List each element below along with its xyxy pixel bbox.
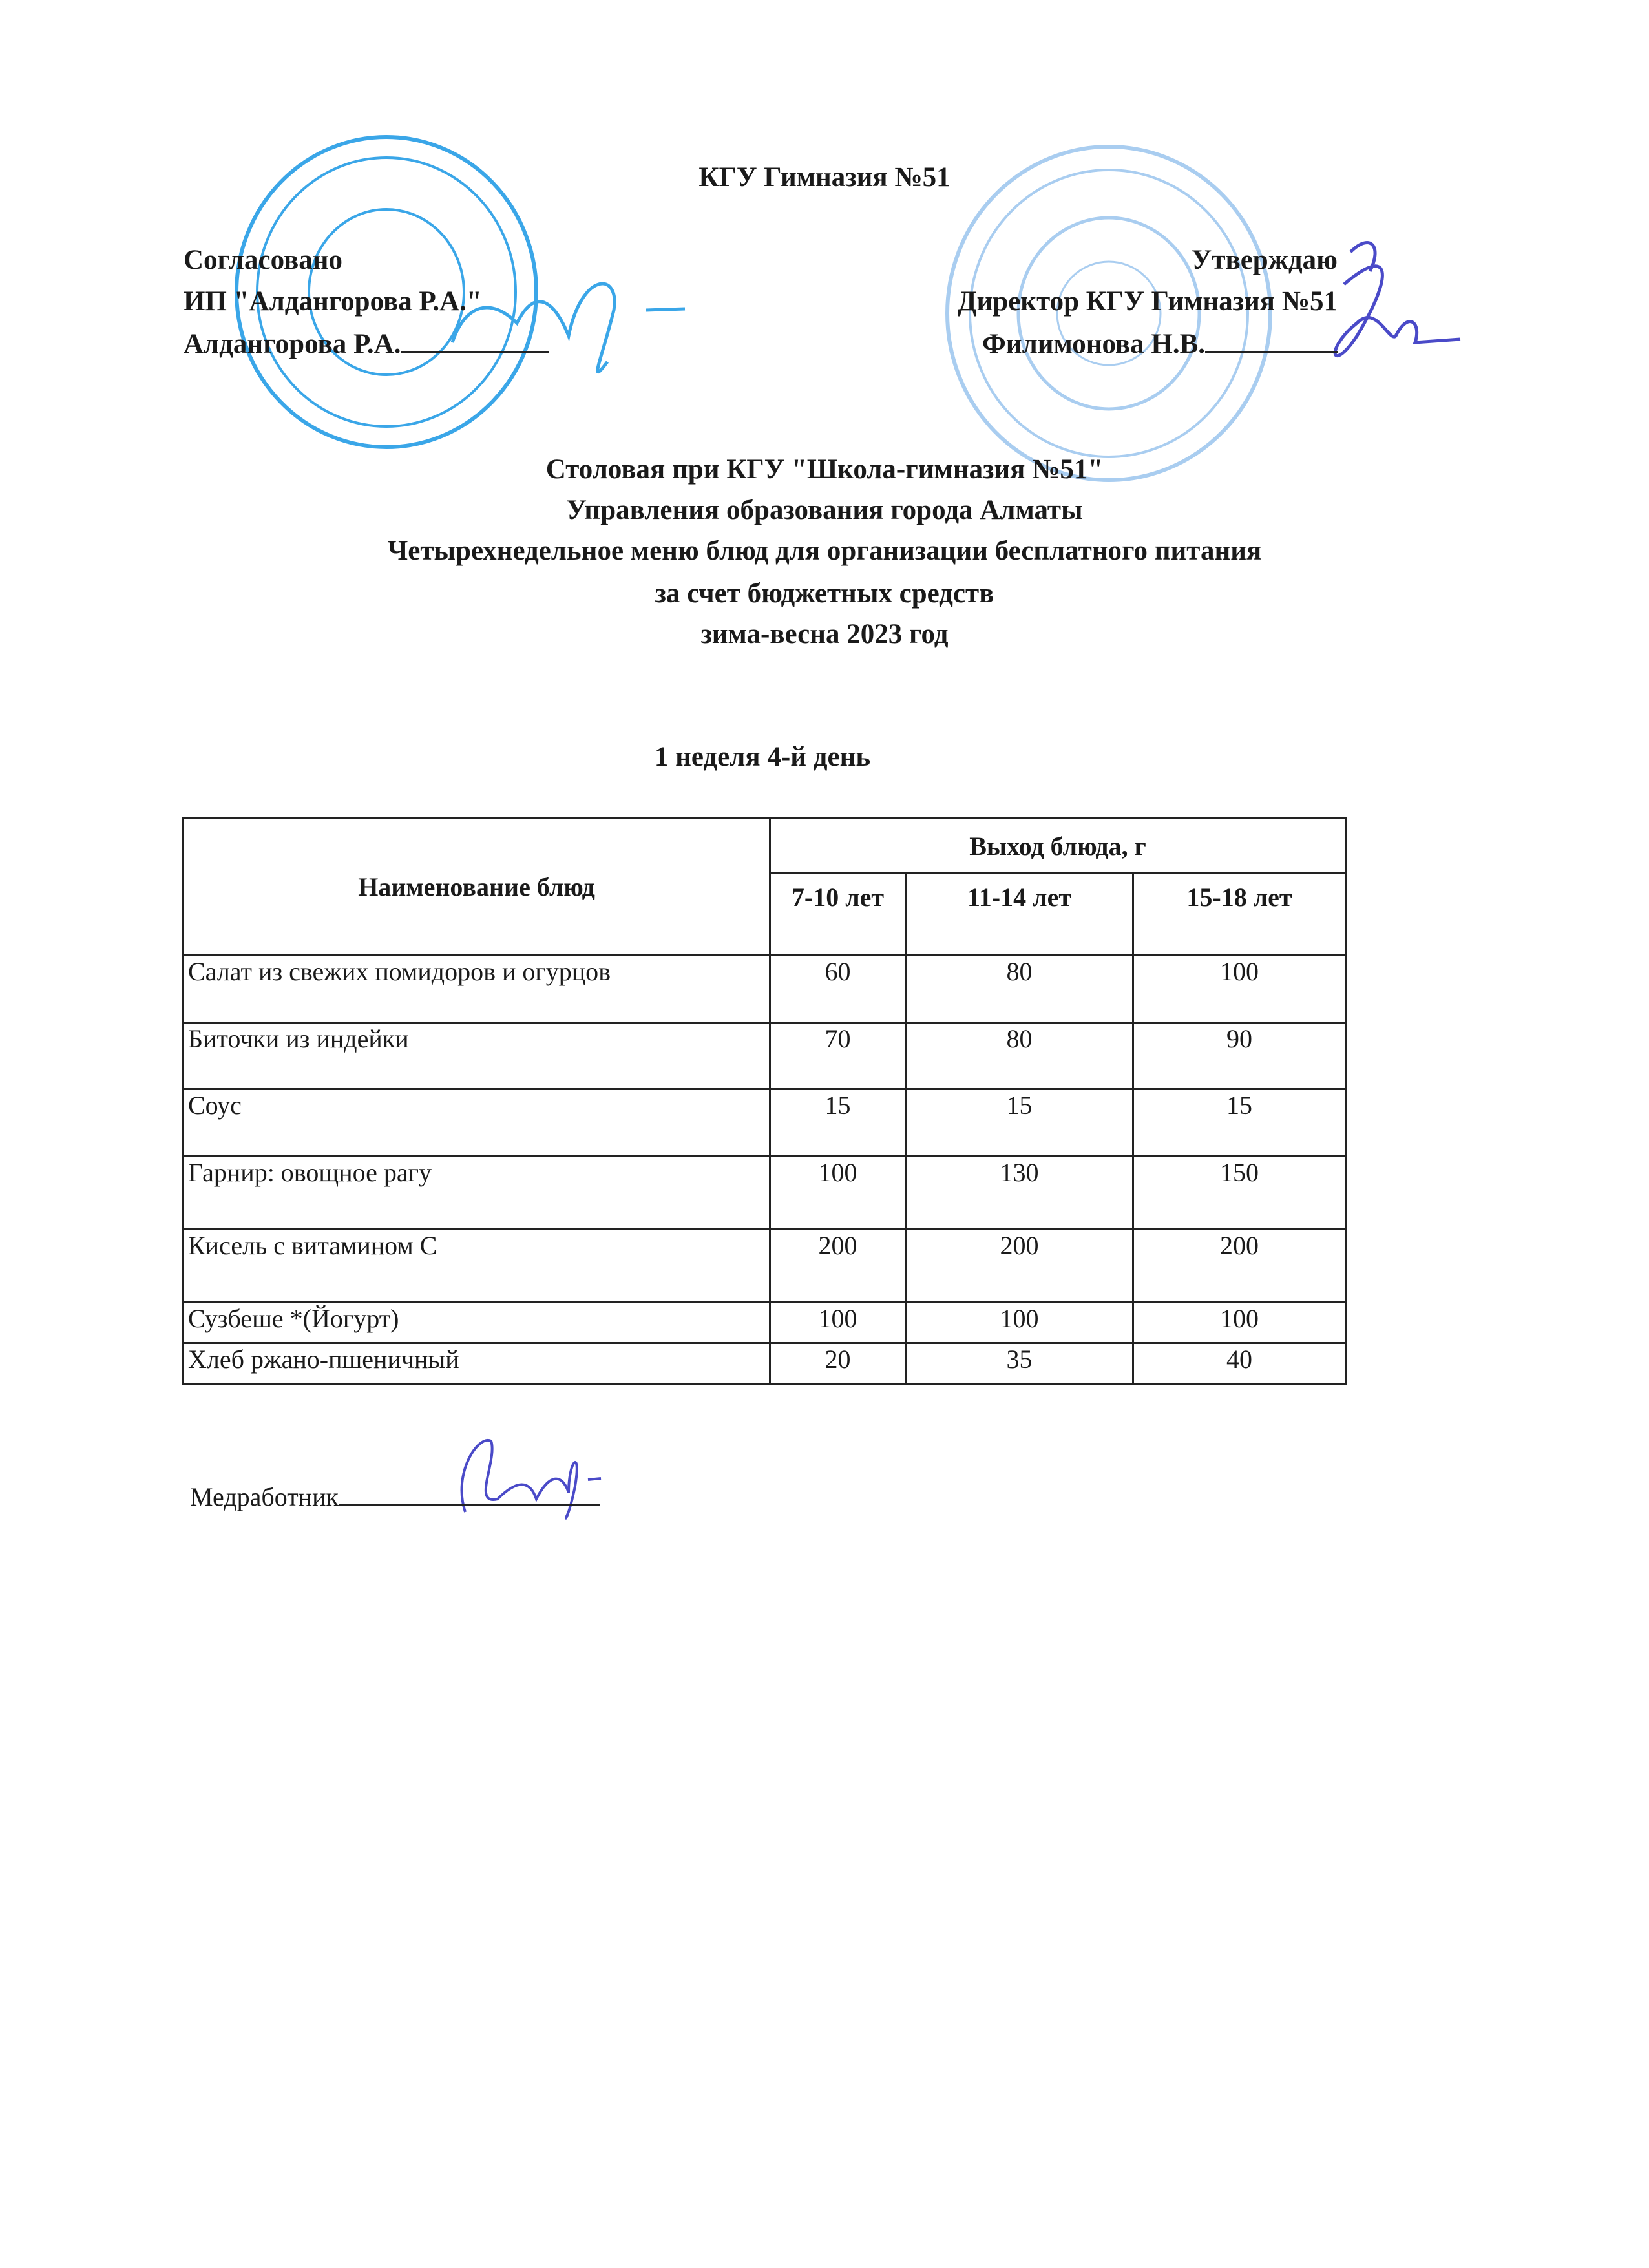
table-row (184, 1089, 1346, 1157)
agreed-signer (184, 328, 549, 361)
yield-value: 100 (906, 1303, 1133, 1343)
yield-value: 15 (906, 1089, 1133, 1157)
dish-name: Кисель с витамином С (184, 1230, 770, 1303)
table-row (184, 1230, 1346, 1303)
col-header-yield: Выход блюда, г (770, 819, 1346, 874)
yield-value: 90 (1133, 1023, 1346, 1089)
title-line-1: Столовая при КГУ "Школа-гимназия №51" (545, 454, 1104, 485)
agreed-signer-name: Алдангорова Р.А. (184, 329, 401, 359)
org-title: КГУ Гимназия №51 (698, 162, 951, 193)
medic-signoff (190, 1478, 600, 1512)
day-label: 1 неделя 4-й день (654, 742, 871, 772)
col-header-age: 11-14 лет (906, 874, 1133, 956)
col-header-age: 7-10 лет (770, 874, 906, 956)
yield-value: 80 (906, 1023, 1133, 1089)
dish-name: Сузбеше *(Йогурт) (184, 1303, 770, 1343)
yield-value: 200 (770, 1230, 906, 1303)
yield-value: 70 (770, 1023, 906, 1089)
yield-value: 200 (1133, 1230, 1346, 1303)
table-row (184, 1023, 1346, 1089)
dish-name: Салат из свежих помидоров и огурцов (184, 956, 770, 1023)
yield-value: 15 (1133, 1089, 1346, 1157)
table-row (184, 1157, 1346, 1230)
dish-name: Соус (184, 1089, 770, 1157)
signature-line (339, 1478, 600, 1506)
yield-value: 20 (770, 1343, 906, 1385)
title-line-5: зима-весна 2023 год (700, 619, 949, 649)
dish-name: Биточки из индейки (184, 1023, 770, 1089)
signature-line (1205, 351, 1338, 353)
yield-value: 200 (906, 1230, 1133, 1303)
title-line-2: Управления образования города Алматы (566, 495, 1083, 525)
col-header-age: 15-18 лет (1133, 874, 1346, 956)
signature-line (401, 351, 549, 353)
col-header-name: Наименование блюд (184, 819, 770, 956)
yield-value: 100 (1133, 956, 1346, 1023)
title-line-4: за счет бюджетных средств (655, 578, 994, 609)
right-signature (1335, 243, 1460, 356)
yield-value: 100 (770, 1157, 906, 1230)
table-row (184, 1343, 1346, 1385)
approve-signer (982, 328, 1338, 361)
yield-value: 100 (1133, 1303, 1346, 1343)
yield-value: 15 (770, 1089, 906, 1157)
approve-signer-name: Филимонова Н.В. (982, 329, 1205, 359)
yield-value: 60 (770, 956, 906, 1023)
title-line-3: Четырехнедельное меню блюд для организации бесплатного питания (387, 536, 1262, 566)
table-row (184, 956, 1346, 1023)
approve-position: Директор КГУ Гимназия №51 (957, 286, 1338, 317)
agreed-org: ИП "Алдангорова Р.А." (184, 286, 482, 317)
medic-label: Медработник (190, 1482, 339, 1511)
agreed-title: Согласовано (184, 245, 343, 275)
yield-value: 40 (1133, 1343, 1346, 1385)
dish-name: Хлеб ржано-пшеничный (184, 1343, 770, 1385)
yield-value: 35 (906, 1343, 1133, 1385)
approve-title: Утверждаю (1191, 245, 1338, 275)
menu-table (182, 817, 1347, 1385)
yield-value: 80 (906, 956, 1133, 1023)
yield-value: 150 (1133, 1157, 1346, 1230)
table-row (184, 1303, 1346, 1343)
dish-name: Гарнир: овощное рагу (184, 1157, 770, 1230)
yield-value: 100 (770, 1303, 906, 1343)
yield-value: 130 (906, 1157, 1133, 1230)
